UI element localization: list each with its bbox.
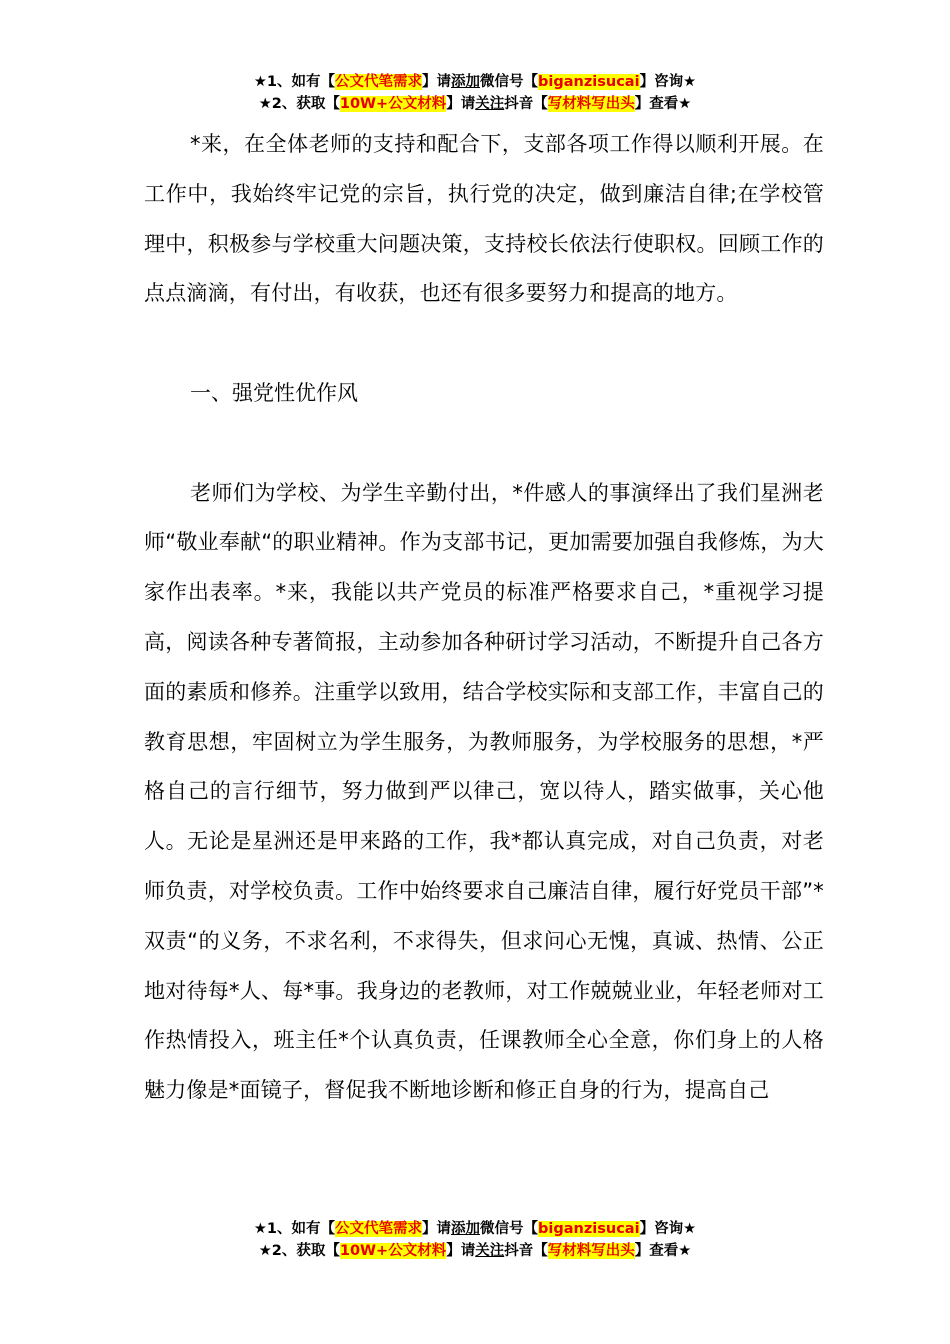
banner-emphasis: 添加: [451, 74, 481, 90]
banner-line-2: [0, 93, 950, 115]
document-body: [144, 120, 824, 1116]
paragraph-intro: *来，在全体老师的支持和配合下，支部各项工作得以顺利开展。在工作中，我始终牢记党的宗旨，执行党的决定，做到廉洁自律;在学校管理中，积极参与学校重大问题决策，支持校长依法行使职权。回顾工作的点点滴滴，有付出，有收获，也还有很多要努力和提高的地方。: [144, 132, 824, 306]
banner-text: 微信号【: [480, 74, 539, 90]
banner-line-2: [0, 1240, 950, 1262]
banner-line-1: [0, 1218, 950, 1240]
banner-highlight: 10W+公文材料: [339, 1243, 447, 1259]
spacer: [144, 319, 824, 369]
banner-text: ★1、如有【: [253, 1221, 336, 1237]
banner-highlight: 公文代笔需求: [335, 1221, 423, 1237]
banner-emphasis: 关注: [475, 96, 505, 112]
section-heading: 一、强党性优作风: [190, 380, 358, 405]
banner-text: 抖音【: [504, 96, 548, 112]
banner-text: 】咨询★: [639, 1221, 697, 1237]
banner-text: ★2、获取【: [258, 1243, 340, 1259]
banner-highlight: 写材料写出头: [547, 1243, 635, 1259]
banner-text: 】请: [446, 1243, 476, 1259]
banner-text: 】查看★: [634, 96, 692, 112]
banner-highlight: 10W+公文材料: [339, 96, 447, 112]
banner-highlight: biganzisucai: [538, 74, 640, 90]
banner-highlight: biganzisucai: [538, 1221, 640, 1237]
top-banner: [0, 71, 950, 115]
banner-text: 微信号【: [480, 1221, 539, 1237]
banner-text: 】咨询★: [639, 74, 697, 90]
banner-text: 】查看★: [634, 1243, 692, 1259]
banner-text: 】请: [422, 74, 452, 90]
banner-line-1: [0, 71, 950, 93]
banner-emphasis: 添加: [451, 1221, 481, 1237]
banner-emphasis: 关注: [475, 1243, 505, 1259]
spacer: [144, 419, 824, 469]
banner-highlight: 写材料写出头: [547, 96, 635, 112]
banner-text: 抖音【: [504, 1243, 548, 1259]
banner-text: ★2、获取【: [258, 96, 340, 112]
banner-text: ★1、如有【: [253, 74, 336, 90]
bottom-banner: [0, 1218, 950, 1262]
banner-text: 】请: [446, 96, 476, 112]
banner-highlight: 公文代笔需求: [335, 74, 423, 90]
paragraph-section-1: 老师们为学校、为学生辛勤付出，*件感人的事演绎出了我们星洲老师“敬业奉献“的职业精神。作为支部书记，更加需要加强自我修炼，为大家作出表率。*来，我能以共产党员的标准严格要求自己，*重视学习提高，阅读各种专著简报，主动参加各种研讨学习活动，不断提升自己各方面的素质和修养。注重学以致用，结合学校实际和支部工作，丰富自己的教育思想，牢固树立为学生服务，为教师服务，为学校服务的思想，*严格自己的言行细节，努力做到严以律己，宽以待人，踏实做事，关心他人。无论是星洲还是甲来路的工作，我*都认真完成，对自己负责，对老师负责，对学校负责。工作中始终要求自己廉洁自律，履行好党员干部”*双责“的义务，不求名利，不求得失，但求问心无愧，真诚、热情、公正地对待每*人、每*事。我身边的老教师，对工作兢兢业业，年轻老师对工作热情投入，班主任*个认真负责，任课教师全心全意，你们身上的人格魅力像是*面镜子，督促我不断地诊断和修正自身的行为，提高自己: [144, 480, 824, 1103]
banner-text: 】请: [422, 1221, 452, 1237]
